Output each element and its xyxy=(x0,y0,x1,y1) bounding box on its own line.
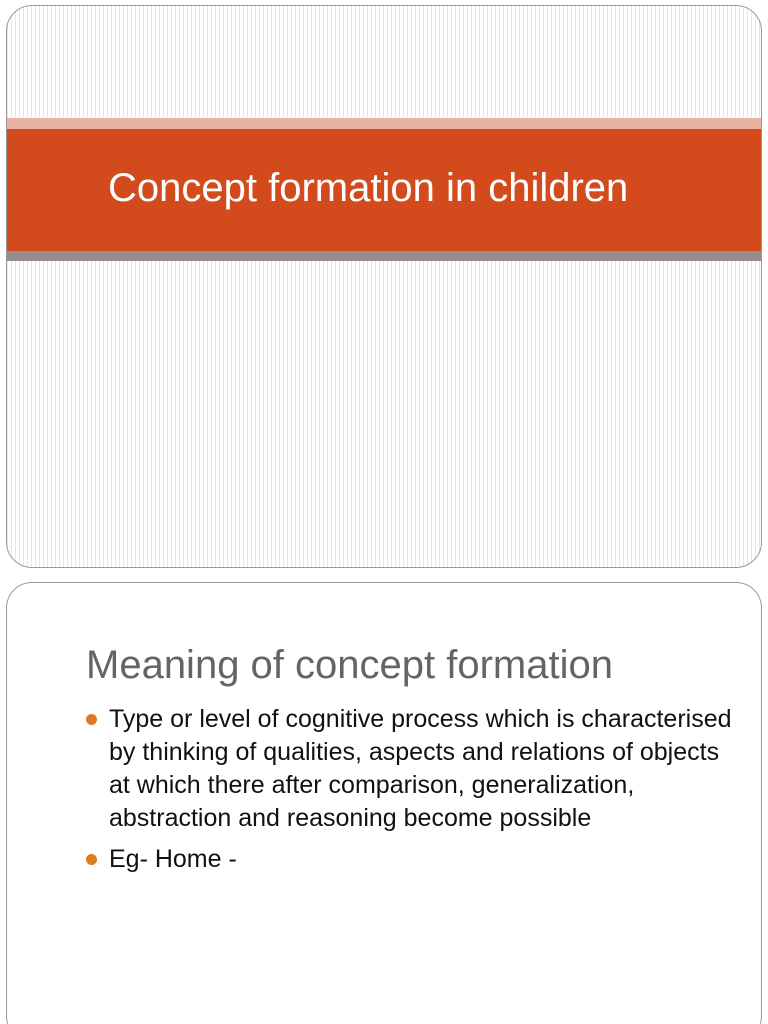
title-band-bottom-stripe xyxy=(7,251,761,261)
bullet-text: Type or level of cognitive process which is characterised by thinking of qualities, aspects and relations of objects at which there after comparison, generalization, abstraction and reasoning become possible xyxy=(109,705,732,832)
bullet-item xyxy=(86,843,736,876)
slide-heading: Meaning of concept formation xyxy=(86,643,613,687)
title-band-top-stripe xyxy=(7,118,761,129)
slide-title: Concept formation in children xyxy=(108,166,629,210)
bullet-text: Eg- Home - xyxy=(109,845,237,873)
bullet-item xyxy=(86,703,736,835)
bullet-dot-icon xyxy=(86,854,97,865)
bullet-dot-icon xyxy=(86,714,97,725)
content-slide xyxy=(6,582,762,1024)
title-slide xyxy=(6,5,762,568)
bullet-list xyxy=(86,703,736,884)
